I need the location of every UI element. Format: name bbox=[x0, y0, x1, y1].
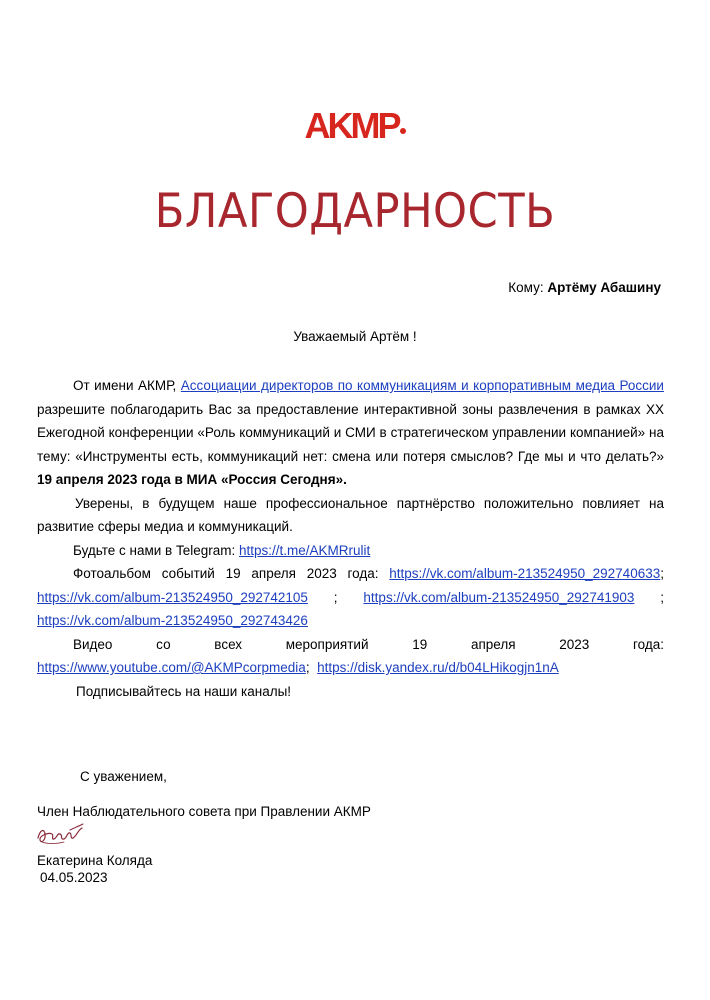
logo-text: AKMP bbox=[304, 105, 399, 146]
paragraph-thanks bbox=[37, 374, 664, 492]
paragraph-partnership: Уверены, в будущем наше профессиональное партнёрство положительно повлияет на развитие сферы медиа и коммуникаций. bbox=[37, 495, 664, 534]
association-link[interactable]: Ассоциации директоров по коммуникациям и корпоративным медиа России bbox=[180, 378, 664, 393]
paragraph-thanks-intro: От имени АКМР, bbox=[73, 378, 181, 393]
photo-album-link[interactable]: https://vk.com/album-213524950_292743426 bbox=[37, 613, 308, 628]
photo-album-line: Фотоальбом событий 19 апреля 2023 года: https://vk.com/album-213524950_292740633; https://vk.com/album-213524950_292742105 ; https://vk.com/album-213524950_292741903 ; https://vk.com/album-213524950_292743426 bbox=[37, 566, 664, 628]
subscribe-line: Подписывайтесь на наши каналы! bbox=[76, 683, 292, 699]
signer-name: Екатерина Коляда bbox=[37, 853, 153, 868]
photo-album-link[interactable]: https://vk.com/album-213524950_292740633 bbox=[389, 566, 661, 581]
recipient-label: Кому: bbox=[508, 280, 544, 295]
photo-album-label: Фотоальбом событий 19 апреля 2023 года: bbox=[73, 566, 390, 581]
signature-image bbox=[34, 820, 86, 850]
yandex-disk-link[interactable]: https://disk.yandex.ru/d/b04LHikogjn1nA bbox=[317, 660, 559, 675]
logo-dot bbox=[400, 128, 406, 134]
letter-body bbox=[37, 374, 664, 703]
telegram-label: Будьте с нами в Telegram: bbox=[73, 542, 239, 558]
paragraph-thanks-text: разрешите поблагодарить Вас за предоставление интерактивной зоны развлечения в рамках XX Ежегодной конференции «Роль коммуникаций и СМИ в стратегическом управлении компанией» на тему: «Инструменты есть, коммуникаций нет: смена или потеря смыслов? Где мы и что делать?» bbox=[37, 401, 664, 464]
signer-title: Член Наблюдательного совета при Правлении АКМР bbox=[37, 804, 371, 819]
photo-album-link[interactable]: https://vk.com/album-213524950_292742105 bbox=[37, 589, 308, 605]
document-title: БЛАГОДАРНОСТЬ bbox=[154, 184, 556, 239]
recipient-line bbox=[508, 279, 661, 297]
telegram-link[interactable]: https://t.me/AKMRrulit bbox=[239, 542, 371, 558]
youtube-link[interactable]: https://www.youtube.com/@AKMPcorpmedia bbox=[37, 660, 306, 675]
video-label: Видео со всех мероприятий 19 апреля 2023 года: bbox=[73, 636, 664, 652]
letter-date: 04.05.2023 bbox=[40, 870, 108, 885]
telegram-line bbox=[37, 539, 664, 563]
photo-album-link[interactable]: https://vk.com/album-213524950_292741903 bbox=[363, 589, 635, 605]
recipient-name: Артёму Абашину bbox=[547, 280, 661, 295]
salutation: Уважаемый Артём ! bbox=[293, 329, 417, 344]
akmr-logo bbox=[0, 106, 710, 146]
event-date-venue: 19 апреля 2023 года в МИА «Россия Сегодня». bbox=[37, 472, 347, 487]
video-links-line: https://www.youtube.com/@AKMPcorpmedia; https://disk.yandex.ru/d/b04LHikogjn1nA bbox=[37, 660, 559, 675]
closing: С уважением, bbox=[80, 769, 167, 784]
